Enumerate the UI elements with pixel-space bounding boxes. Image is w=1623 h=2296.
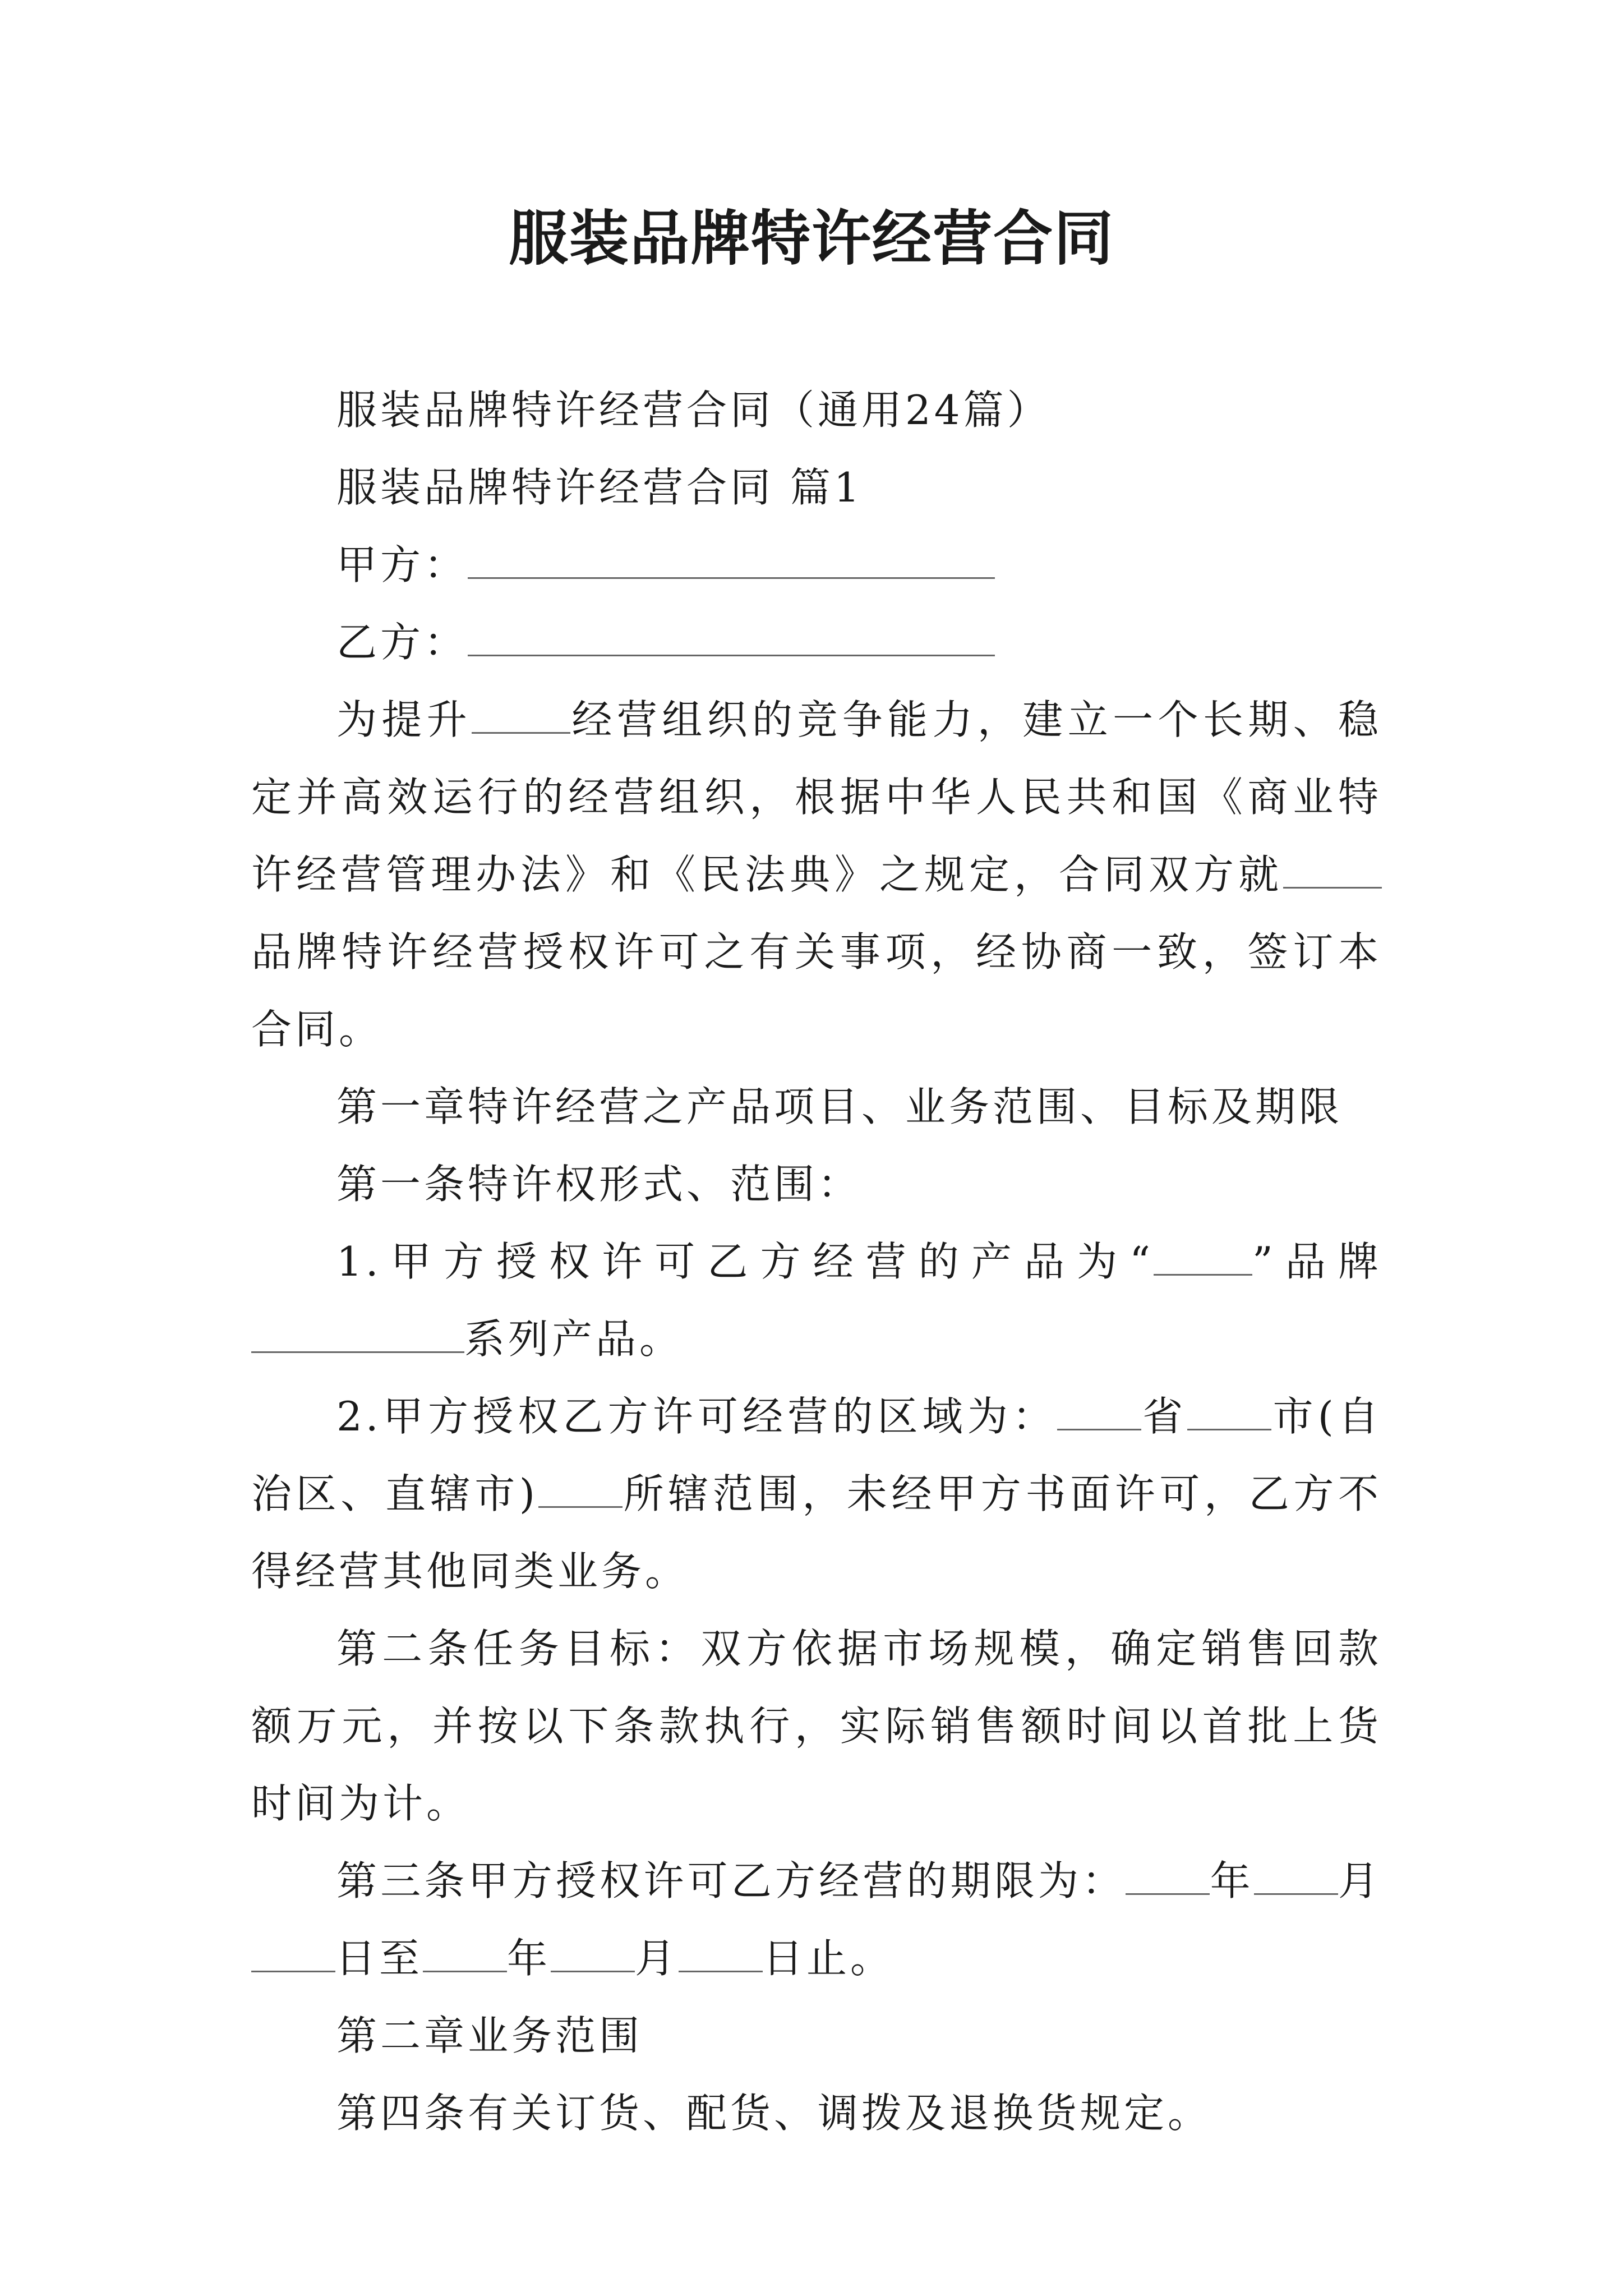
article-3-month-2: 月 [635, 1935, 679, 1982]
item-1-text-3: 系列产品。 [464, 1315, 684, 1363]
paragraph-party-b [251, 604, 1382, 681]
paragraph-subtitle: 服装品牌特许经营合同（通用24篇） [336, 386, 1051, 434]
paragraph-item-1 [251, 1223, 1382, 1378]
item-2-text-3: 市(自治区、直辖市) [251, 1393, 1382, 1517]
item-1-text-2: ”品牌 [1252, 1238, 1382, 1285]
item-2-text-2: 省 [1141, 1393, 1188, 1440]
article-3-blank-3 [251, 1927, 335, 1972]
article-3-text-1: 第三条甲方授权许可乙方经营的期限为： [336, 1857, 1126, 1904]
preamble-blank-1 [472, 688, 570, 734]
article-3-blank-5 [551, 1927, 635, 1972]
article-3-blank-4 [423, 1927, 507, 1972]
article-3-year-1: 年 [1210, 1857, 1254, 1904]
item-2-blank-3 [538, 1462, 623, 1508]
paragraph-article-4: 第四条有关订货、配货、调拨及退换货规定。 [336, 2090, 1212, 2137]
article-3-year-2: 年 [507, 1935, 551, 1982]
party-a-label: 甲方： [336, 541, 468, 588]
party-a-blank [468, 533, 995, 579]
item-1-blank-2 [251, 1308, 464, 1353]
paragraph-chapter-2: 第二章业务范围 [336, 2012, 643, 2059]
paragraph-chapter-1: 第一章特许经营之产品项目、业务范围、目标及期限 [336, 1083, 1343, 1130]
preamble-text-2: 经营组织的竞争能力，建立一个长期、稳定并高效运行的经营组织，根据中华人民共和国《商业特许经营管理办法》和《民法典》之规定，合同双方就 [251, 696, 1382, 898]
article-3-day-end: 日止。 [763, 1935, 895, 1982]
paragraph-article-3 [251, 1842, 1382, 1997]
party-b-blank [468, 611, 995, 656]
article-3-blank-2 [1254, 1849, 1338, 1895]
preamble-text-3: 品牌特许经营授权许可之有关事项，经协商一致，签订本合同。 [251, 928, 1382, 1053]
item-2-text-1: 2.甲方授权乙方许可经营的区域为： [336, 1393, 1058, 1440]
document-body [251, 371, 1382, 2152]
article-3-blank-6 [679, 1927, 763, 1972]
article-3-blank-1 [1126, 1849, 1210, 1895]
item-1-text-1: 1.甲方授权许可乙方经营的产品为“ [336, 1238, 1154, 1285]
party-b-label: 乙方： [336, 619, 468, 666]
paragraph-item-2 [251, 1378, 1382, 1610]
preamble-text-1: 为提升 [336, 696, 472, 743]
article-3-month-1: 月 [1338, 1857, 1382, 1904]
item-2-text-4: 所辖范围，未经甲方书面许可，乙方不得经营其他同类业务。 [251, 1470, 1382, 1595]
document-title: 服装品牌特许经营合同 [509, 203, 1114, 273]
paragraph-section-heading: 服装品牌特许经营合同 篇1 [336, 464, 863, 511]
item-1-blank-1 [1154, 1230, 1252, 1276]
paragraph-preamble [251, 681, 1382, 1068]
item-2-blank-1 [1057, 1385, 1141, 1430]
paragraph-article-2: 第二条任务目标：双方依据市场规模，确定销售回款额万元，并按以下条款执行，实际销售额时间以首批上货时间为计。 [251, 1625, 1382, 1827]
article-3-day-to: 日至 [335, 1935, 423, 1982]
paragraph-article-1: 第一条特许权形式、范围： [336, 1161, 862, 1208]
paragraph-party-a [251, 526, 1382, 604]
item-2-blank-2 [1187, 1385, 1271, 1430]
preamble-blank-2 [1283, 843, 1382, 889]
